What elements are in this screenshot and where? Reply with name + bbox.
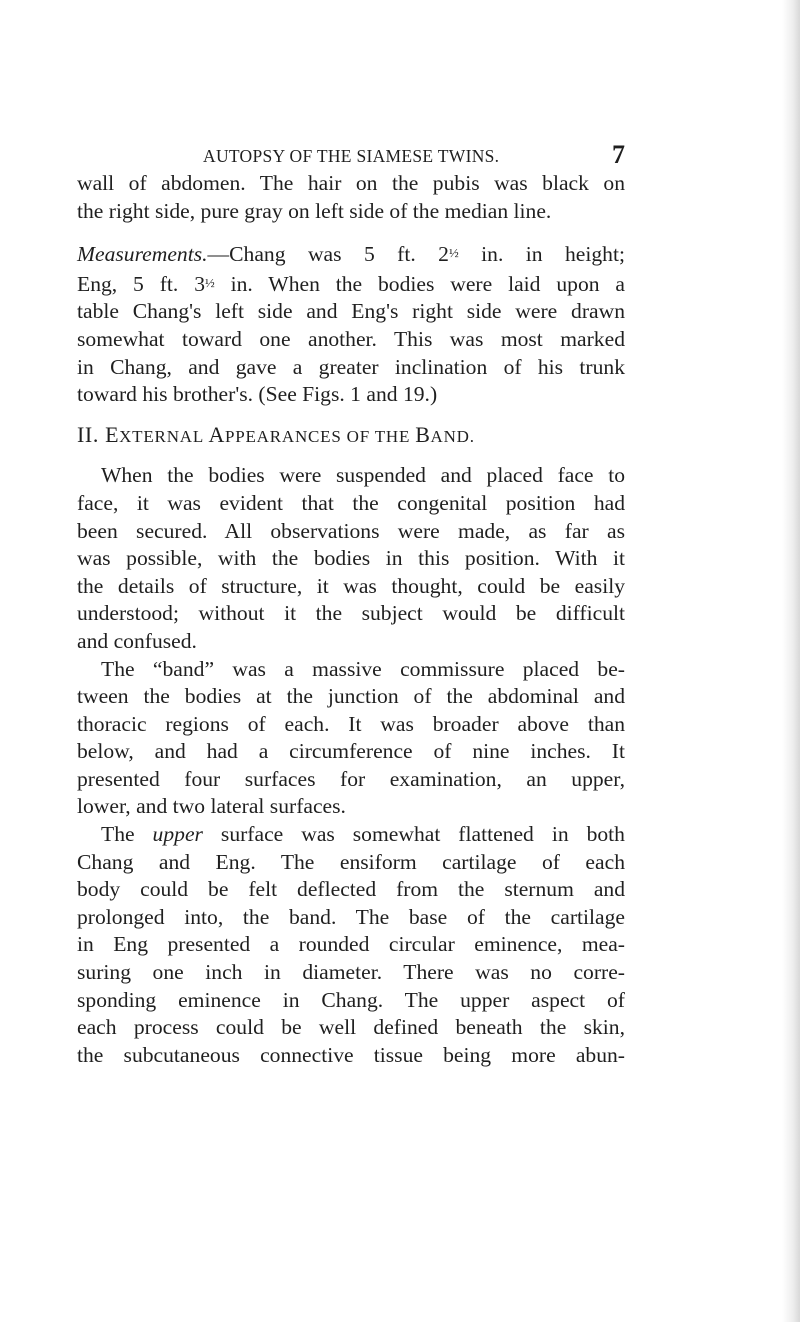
text-line: Chang and Eng. The ensiform cartilage of each [77,849,625,874]
fraction: ½ [205,274,215,290]
text-line: in Chang, and gave a greater inclination of his trunk [77,354,625,379]
paragraph-abdomen [77,170,625,225]
paragraph-band [77,656,625,822]
text-line: Eng, 5 ft. 3½ in. When the bodies were laid upon a [77,271,625,296]
text-line: The “band” was a massive commissure placed be- [101,656,625,681]
text-line: below, and had a circumference of nine inches. It [77,739,625,764]
body-text [77,170,625,1069]
text-line: wall of abdomen. The hair on the pubis was black on [77,171,625,195]
running-title: AUTOPSY OF THE SIAMESE TWINS. [203,146,500,166]
text-line: and confused. [77,628,197,653]
paragraph-upper-surface [77,821,625,1069]
text-line: been secured. All observations were made, as far as [77,518,625,543]
text-line: Measurements.—Chang was 5 ft. 2½ in. in height; [77,242,625,267]
text-line: was possible, with the bodies in this position. With it [77,546,625,571]
paragraph-measurements [77,239,625,409]
fraction: ½ [448,245,459,261]
text-line: the subcutaneous connective tissue being more abun- [77,1042,625,1067]
text-line: face, it was evident that the congenital position had [77,490,625,515]
text-line: each process could be well defined beneath the skin, [77,1015,625,1040]
text-line: tween the bodies at the junction of the abdominal and [77,684,625,709]
text-line: table Chang's left side and Eng's right side were drawn [77,299,625,324]
text-line: The upper surface was somewhat flattened in both [101,822,625,847]
text-line: prolonged into, the band. The base of the cartilage [77,904,625,929]
text-line: presented four surfaces for examination, an upper, [77,766,625,791]
upper-italic: upper [152,822,203,847]
text-line: the right side, pure gray on left side of the median line. [77,198,552,223]
text-line: the details of structure, it was thought, could be easily [77,573,625,598]
section-heading: II. EXTERNAL APPEARANCES OF THE BAND. [77,421,475,447]
page-edge-shadow [782,0,800,1322]
text-line: thoracic regions of each. It was broader above than [77,711,625,736]
text-line: body could be felt deflected from the sternum and [77,877,625,902]
page-number: 7 [612,140,625,169]
text-line: suring one inch in diameter. There was no corre- [77,960,625,985]
text-line: When the bodies were suspended and placed face to [101,463,625,488]
text-line: in Eng presented a rounded circular eminence, mea- [77,932,625,957]
text-line: somewhat toward one another. This was most marked [77,326,625,351]
text-line: sponding eminence in Chang. The upper aspect of [77,987,625,1012]
text-line: toward his brother's. (See Figs. 1 and 19.) [77,382,438,407]
paragraph-suspended [77,462,625,655]
text-line: understood; without it the subject would be difficult [77,601,625,626]
text-line: lower, and two lateral surfaces. [77,794,346,819]
measurements-italic-lead: Measurements. [77,242,208,267]
